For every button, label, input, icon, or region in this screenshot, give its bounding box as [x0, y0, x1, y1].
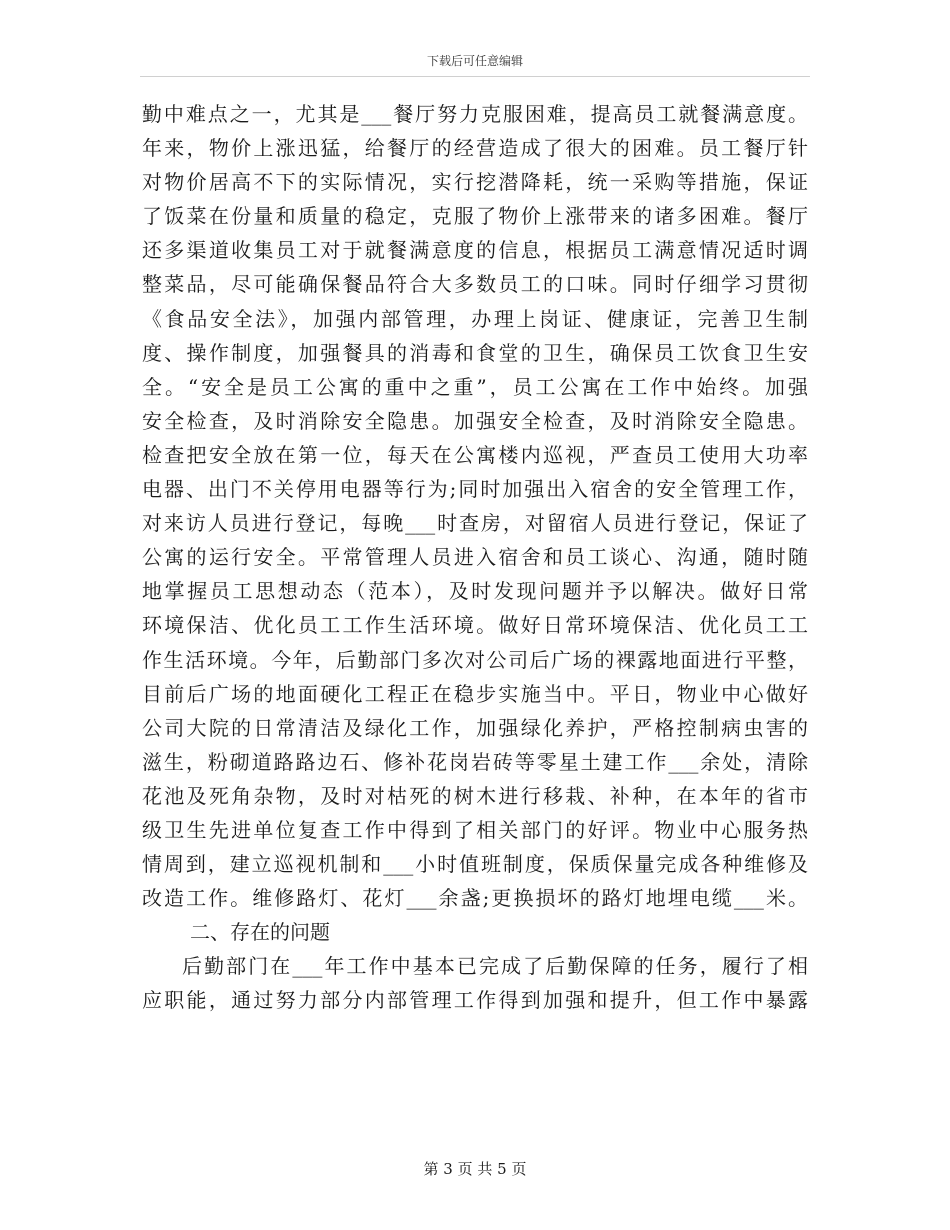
- body-line: 级卫生先进单位复查工作中得到了相关部门的好评。物业中心服务热: [142, 817, 808, 842]
- body-line: 目前后广场的地面硬化工程正在稳步实施当中。平日，物业中心做好: [142, 681, 808, 706]
- page-number: 第 3 页 共 5 页: [423, 1160, 527, 1178]
- body-line: 改造工作。维修路灯、花灯___余盏;更换损坏的路灯地埋电缆___米。: [142, 886, 808, 911]
- body-line: 度、操作制度，加强餐具的消毒和食堂的卫生，确保员工饮食卫生安: [142, 340, 808, 365]
- section-heading: 二、存在的问题: [190, 920, 330, 945]
- paragraph-line: 应职能，通过努力部分内部管理工作得到加强和提升，但工作中暴露: [142, 988, 808, 1013]
- body-line: 安全检查，及时消除安全隐患。加强安全检查，及时消除安全隐患。: [142, 408, 808, 433]
- body-line: 《食品安全法》，加强内部管理，办理上岗证、健康证，完善卫生制: [142, 306, 808, 331]
- body-line: 滋生，粉砌道路路边石、修补花岗岩砖等零星土建工作___余处，清除: [142, 749, 808, 774]
- body-line: 还多渠道收集员工对于就餐满意度的信息，根据员工满意情况适时调: [142, 238, 808, 263]
- body-line: 花池及死角杂物，及时对枯死的树木进行移栽、补种，在本年的省市: [142, 783, 808, 808]
- body-line: 情周到，建立巡视机制和___小时值班制度，保质保量完成各种维修及: [142, 852, 808, 877]
- body-line: 电器、出门不关停用电器等行为;同时加强出入宿舍的安全管理工作，: [142, 477, 808, 502]
- body-line: 勤中难点之一，尤其是___餐厅努力克服困难，提高员工就餐满意度。: [142, 102, 808, 126]
- header-divider: [140, 76, 810, 77]
- page-header: 下载后可任意编辑: [426, 54, 523, 68]
- body-line: 环境保洁、优化员工工作生活环境。做好日常环境保洁、优化员工工: [142, 613, 808, 638]
- body-line: 了饭菜在份量和质量的稳定，克服了物价上涨带来的诸多困难。餐厅: [142, 204, 808, 229]
- document-body: [142, 97, 808, 1018]
- body-line: 检查把安全放在第一位，每天在公寓楼内巡视，严查员工使用大功率: [142, 442, 808, 467]
- body-line: 整菜品，尽可能确保餐品符合大多数员工的口味。同时仔细学习贯彻: [142, 272, 808, 297]
- body-line: 对物价居高不下的实际情况，实行挖潜降耗，统一采购等措施，保证: [142, 170, 808, 195]
- body-line: 公司大院的日常清洁及绿化工作，加强绿化养护，严格控制病虫害的: [142, 715, 808, 740]
- body-line: 对来访人员进行登记，每晚___时查房，对留宿人员进行登记，保证了: [142, 511, 808, 536]
- paragraph-line: 后勤部门在___年工作中基本已完成了后勤保障的任务，履行了相: [182, 954, 808, 979]
- body-line: 年来，物价上涨迅猛，给餐厅的经营造成了很大的困难。员工餐厅针: [142, 136, 808, 161]
- body-line: 全。“安全是员工公寓的重中之重”，员工公寓在工作中始终。加强: [142, 374, 808, 399]
- body-line: 作生活环境。今年，后勤部门多次对公司后广场的裸露地面进行平整，: [142, 647, 808, 672]
- body-line: 地掌握员工思想动态（范本），及时发现问题并予以解决。做好日常: [142, 579, 808, 604]
- body-line: 公寓的运行安全。平常管理人员进入宿舍和员工谈心、沟通，随时随: [142, 545, 808, 570]
